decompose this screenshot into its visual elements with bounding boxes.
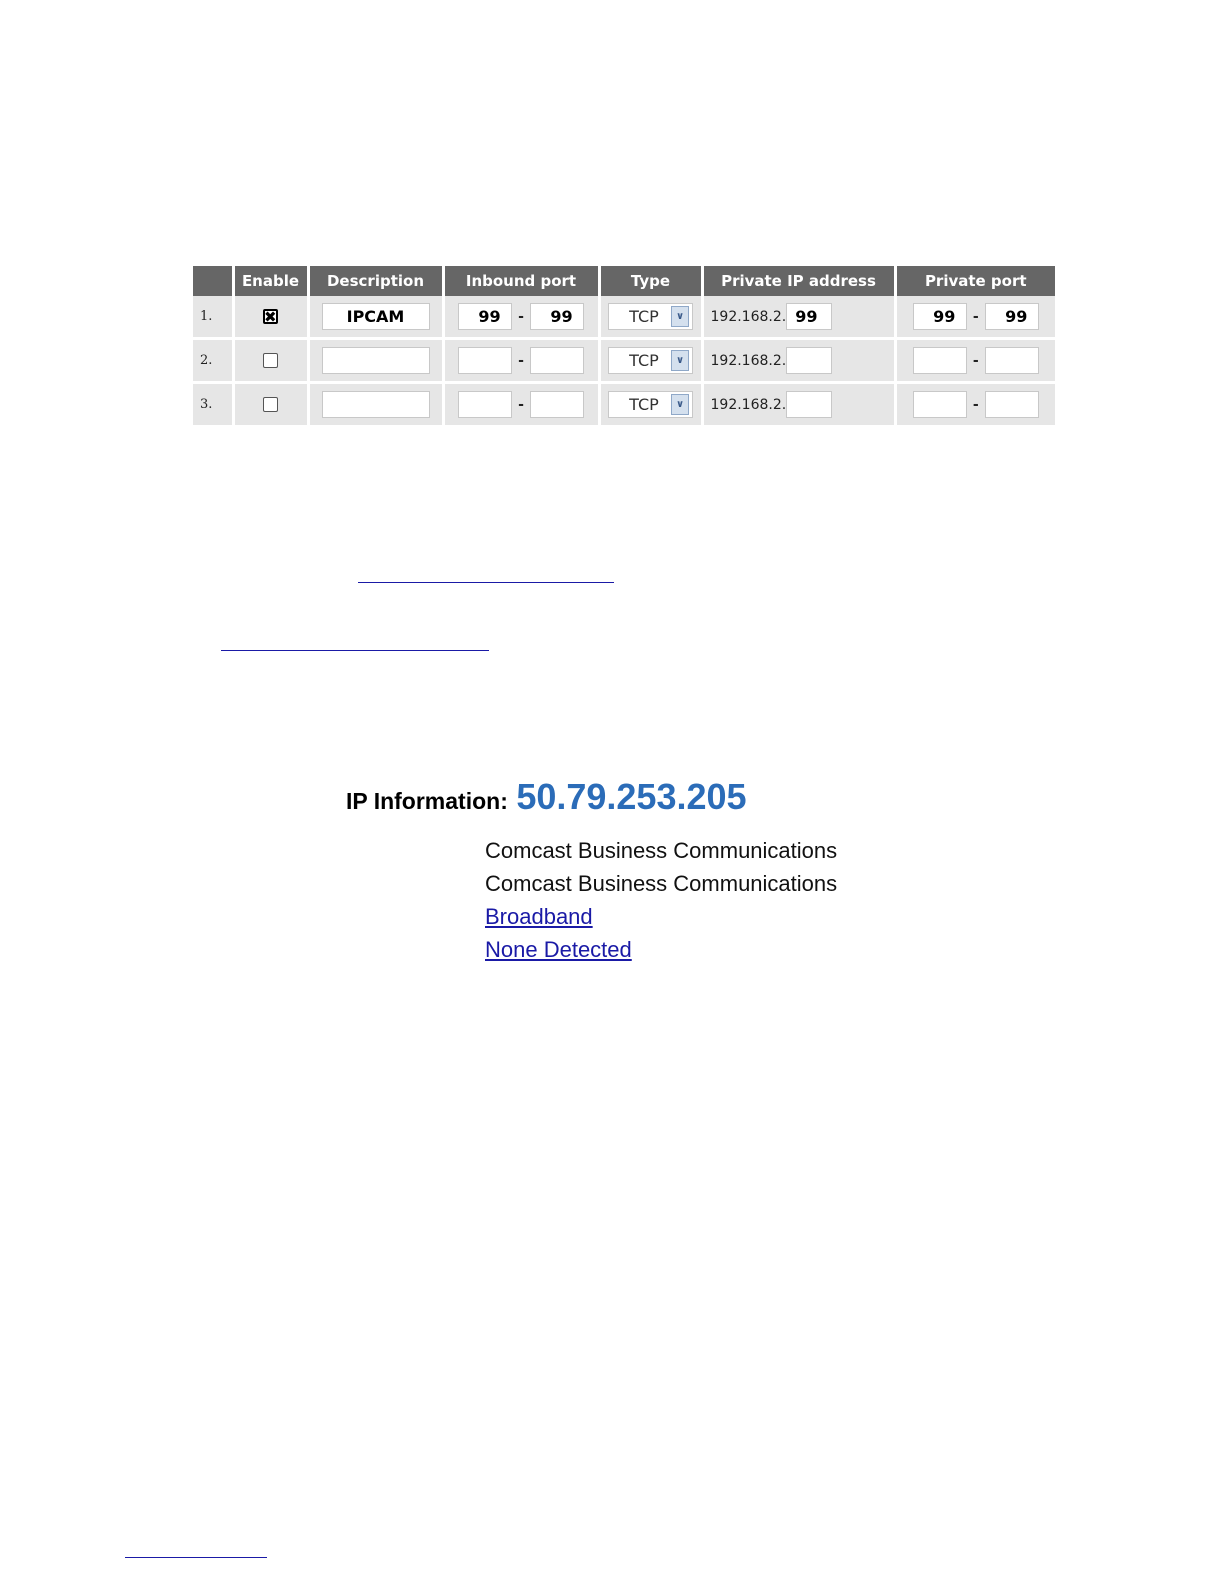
private-port-end-input[interactable] [985,347,1039,374]
hyperlink-underline-2[interactable] [221,650,489,651]
ip-information-panel [346,776,906,962]
chevron-down-icon[interactable]: ∨ [671,350,689,371]
private-port-start-input[interactable] [913,391,967,418]
inbound-port-cell [443,383,599,426]
private-ip-cell [702,339,895,383]
header-description: Description [308,266,443,296]
description-input[interactable] [322,347,430,374]
private-ip-last-octet-input[interactable] [786,391,832,418]
range-separator: - [972,308,979,325]
type-value: TCP [629,395,659,414]
header-number [193,266,233,296]
ip-prefix: 192.168.2. [710,308,787,325]
enable-cell [233,339,308,383]
description-input[interactable]: IPCAM [322,303,430,330]
type-cell [599,296,702,339]
inbound-port-end-input[interactable] [530,391,584,418]
private-port-start-input[interactable] [913,347,967,374]
type-cell [599,383,702,426]
ip-address: 50.79.253.205 [516,776,747,817]
header-enable: Enable [233,266,308,296]
ip-information-heading: IP Information: [346,788,508,814]
range-separator: - [972,396,979,413]
table-row [193,296,1055,339]
header-private-ip: Private IP address [702,266,895,296]
header-type: Type [599,266,702,296]
private-ip-cell [702,383,895,426]
enable-cell [233,383,308,426]
private-ip-last-octet-input[interactable] [786,347,832,374]
chevron-down-icon[interactable]: ∨ [671,306,689,327]
private-port-end-input[interactable] [985,391,1039,418]
type-cell [599,339,702,383]
private-port-end-input[interactable]: 99 [985,303,1039,330]
inbound-port-start-input[interactable] [458,391,512,418]
chevron-down-icon[interactable]: ∨ [671,394,689,415]
inbound-port-end-input[interactable]: 99 [530,303,584,330]
header-private-port: Private port [895,266,1055,296]
description-input[interactable] [322,391,430,418]
range-separator: - [518,308,524,325]
enable-cell [233,296,308,339]
description-cell [308,296,443,339]
type-select[interactable] [608,391,693,418]
ip-prefix: 192.168.2. [710,352,787,369]
inbound-port-start-input[interactable]: 99 [458,303,512,330]
description-cell [308,339,443,383]
header-inbound-port: Inbound port [443,266,599,296]
isp-value: Comcast Business Communications [485,838,838,863]
row-number: 1. [193,296,233,339]
range-separator: - [518,352,524,369]
type-value: TCP [629,307,659,326]
description-cell [308,383,443,426]
private-port-cell [895,296,1055,339]
type-select[interactable] [608,303,693,330]
port-forwarding-table [193,266,1055,425]
inbound-port-cell [443,296,599,339]
organization-value: Comcast Business Communications [485,871,838,896]
table-row [193,383,1055,426]
connection-link[interactable]: Broadband [485,904,593,929]
inbound-port-start-input[interactable] [458,347,512,374]
range-separator: - [972,352,979,369]
type-select[interactable] [608,347,693,374]
ip-information-title [346,776,906,818]
private-port-start-input[interactable]: 99 [913,303,967,330]
services-link[interactable]: None Detected [485,937,632,962]
ip-prefix: 192.168.2. [710,396,787,413]
checkbox-icon[interactable] [263,309,278,324]
row-number: 3. [193,383,233,426]
private-port-cell [895,339,1055,383]
type-value: TCP [629,351,659,370]
inbound-port-end-input[interactable] [530,347,584,374]
inbound-port-cell [443,339,599,383]
checkbox-icon[interactable] [263,397,278,412]
range-separator: - [518,396,524,413]
checkbox-icon[interactable] [263,353,278,368]
port-forwarding-table-wrapper [193,266,1055,425]
hyperlink-underline-1[interactable] [358,582,614,583]
table-row [193,339,1055,383]
private-ip-cell [702,296,895,339]
private-ip-last-octet-input[interactable]: 99 [786,303,832,330]
private-port-cell [895,383,1055,426]
row-number: 2. [193,339,233,383]
footnote-link-underline[interactable] [125,1557,267,1558]
table-header-row [193,266,1055,296]
